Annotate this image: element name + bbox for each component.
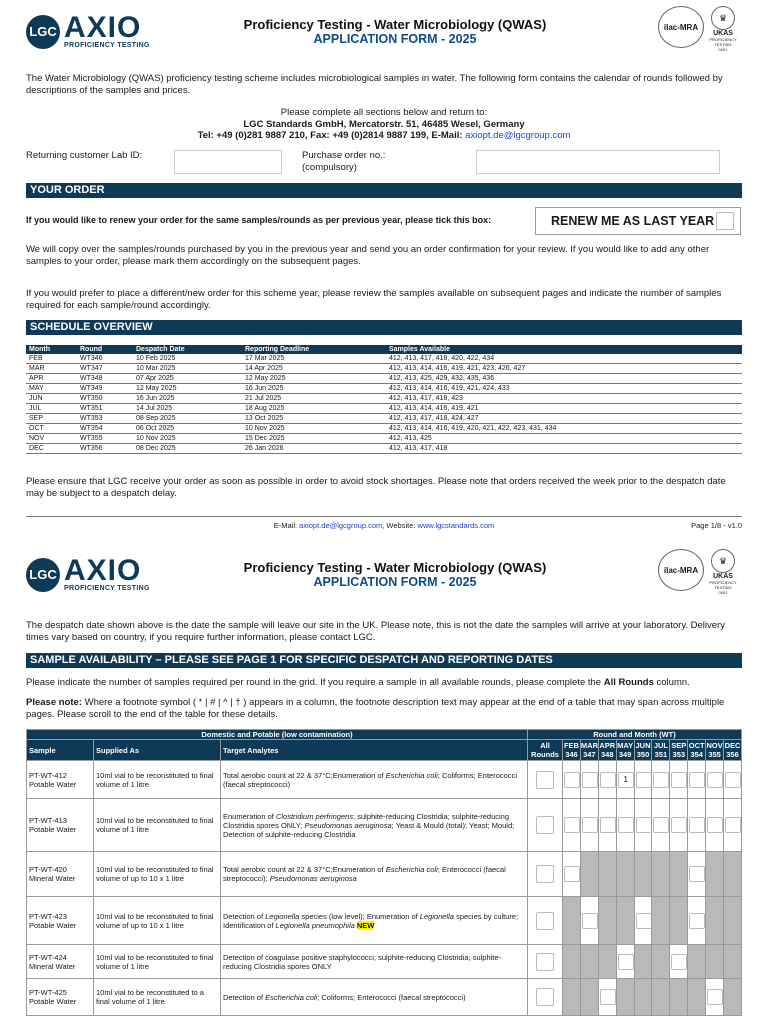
round-cell (598, 799, 616, 852)
round-cell (688, 852, 706, 897)
round-cell (580, 761, 598, 799)
round-cell (670, 979, 688, 1016)
round-cell (652, 945, 670, 979)
organism-name: Pseudomonas aeruginosa (304, 820, 392, 830)
round-cell (616, 852, 634, 897)
round-cell (688, 897, 706, 945)
lgc-logo-icon-2: LGC (26, 558, 60, 592)
round-cell (652, 852, 670, 897)
schedule-heading: SCHEDULE OVERVIEW (26, 320, 742, 335)
schedule-cell: 10 Feb 2025 (133, 354, 242, 364)
schedule-row (26, 364, 742, 374)
supplied-as: 10ml vial to be reconstituted to final volume of 1 litre (94, 761, 221, 799)
schedule-cell: 08 Dec 2025 (133, 444, 242, 454)
round-col-jun: JUN 350 (635, 741, 651, 759)
schedule-cell: 16 Jun 2025 (242, 384, 386, 394)
schedule-cell: 12 May 2025 (242, 374, 386, 384)
schedule-cell: 21 Jul 2025 (242, 394, 386, 404)
round-cell (634, 761, 652, 799)
round-col-mar: MAR 347 (580, 741, 598, 759)
all-rounds-cell (528, 852, 563, 897)
round-cell (616, 897, 634, 945)
axio-logo-2: LGC AXIO PROFICIENCY TESTING (26, 557, 150, 592)
round-col-may: MAY 349 (617, 741, 634, 759)
round-cell (670, 897, 688, 945)
schedule-cell: MAY (26, 384, 77, 394)
ilac-badge-icon: ilac-MRA (658, 6, 704, 48)
round-cell (563, 799, 581, 852)
analyte-text: ; Enterococci (faecal streptococci); (223, 865, 506, 883)
schedule-cell: WT354 (77, 424, 133, 434)
po-input[interactable] (476, 150, 720, 174)
all-rounds-input[interactable] (536, 771, 554, 789)
round-qty-input[interactable] (725, 772, 741, 788)
round-cell (598, 945, 616, 979)
renew-box[interactable] (535, 207, 741, 235)
analyte-text: Enumeration of (332, 770, 386, 780)
sample-code: PT-WT-420 Mineral Water (27, 852, 94, 897)
schedule-cell: 412, 413, 417, 418, 423 (386, 394, 742, 404)
organism-name: Escherichia coli (385, 865, 438, 874)
round-qty-input[interactable] (671, 817, 687, 833)
schedule-cell: 17 Mar 2025 (242, 354, 386, 364)
page2-intro: The despatch date shown above is the date the sample will leave our site in the UK. Please note, this is not the date the samples will arrive at your laboratory. Delivery times vary based on country, if you require further information, please contact LGC. (26, 620, 725, 643)
schedule-cell: WT346 (77, 354, 133, 364)
schedule-row (26, 394, 742, 404)
crown-icon-2: ♛ (711, 549, 735, 573)
schedule-row (26, 374, 742, 384)
round-cell (724, 852, 742, 897)
analyte-text: Total aerobic count at 22 & 37°C; (223, 770, 333, 780)
page-title-block-2: Proficiency Testing - Water Microbiology (QWAS) APPLICATION FORM - 2025 (243, 560, 547, 589)
round-qty-input[interactable]: 1 (618, 772, 634, 788)
page-subtitle: APPLICATION FORM - 2025 (313, 32, 477, 46)
schedule-cell: JUL (26, 404, 77, 414)
round-qty-input[interactable] (636, 913, 652, 929)
round-cell (706, 761, 724, 799)
schedule-cell: WT355 (77, 434, 133, 444)
schedule-cell: 08 Sep 2025 (133, 414, 242, 424)
round-cell (652, 761, 670, 799)
round-header: Round and Month (WT) (528, 730, 742, 740)
round-cell (724, 897, 742, 945)
footnote-note: Please note: Where a footnote symbol ( * | # | ^ | † ) appears in a column, the footnote description text may appear at the end of a table that may span across multiple pages. Please scroll to the end of the table for these details. (26, 697, 725, 720)
schedule-cell: 412, 413, 425, 429, 432, 435, 436 (386, 374, 742, 384)
footer-rule (26, 516, 742, 517)
round-cell (616, 799, 634, 852)
analyte-text: ; sulphite-reducing Clostridia; sulphite-reducing Clostridia spores ONLY; (223, 811, 509, 830)
schedule-row (26, 404, 742, 414)
round-cell (598, 852, 616, 897)
schedule-cell: 412, 413, 417, 418, 420, 422, 434 (386, 354, 742, 364)
schedule-cell: WT351 (77, 404, 133, 414)
schedule-cell: 412, 413, 414, 416, 419, 420, 421, 422, 423, 431, 434 (386, 424, 742, 434)
page-number: Page 1/8 - v1.0 (691, 521, 742, 530)
schedule-header-row: Month Round Despatch Date Reporting Deadline Samples Available (26, 345, 742, 354)
round-cell (580, 799, 598, 852)
round-cell (580, 945, 598, 979)
all-rounds-input[interactable] (536, 865, 554, 883)
organism-name: Escherichia coli (385, 770, 438, 780)
schedule-cell: 14 Apr 2025 (242, 364, 386, 374)
round-cell (706, 799, 724, 852)
round-cell (652, 799, 670, 852)
analyte-text: ; Coliforms; Enterococci (faecal streptococci) (317, 992, 466, 1002)
round-col-feb: FEB 346 (563, 741, 579, 759)
target-analytes (221, 945, 528, 979)
round-qty-input[interactable] (653, 817, 669, 833)
schedule-cell: JUN (26, 394, 77, 404)
availability-table (26, 729, 742, 1016)
col-all-rounds: All Rounds (528, 740, 563, 761)
round-cell (670, 852, 688, 897)
lab-id-input[interactable] (174, 150, 282, 174)
renew-text: If you would like to renew your order for the same samples/rounds as per previous year, please tick this box: (26, 215, 492, 225)
round-cell (634, 979, 652, 1016)
schedule-cell: FEB (26, 354, 77, 364)
supplied-as: 10ml vial to be reconstituted to a final volume of 1 litre (94, 979, 221, 1016)
round-col-jul: JUL 351 (653, 741, 668, 759)
round-qty-input[interactable] (582, 913, 598, 929)
schedule-cell: 10 Nov 2025 (242, 424, 386, 434)
organism-name: Legionella pneumophila (275, 920, 355, 930)
round-qty-input[interactable] (600, 772, 616, 788)
availability-heading: SAMPLE AVAILABILITY – PLEASE SEE PAGE 1 FOR SPECIFIC DESPATCH AND REPORTING DATES (26, 653, 742, 668)
analyte-text: Total aerobic count at 22 & 37°C; (223, 865, 333, 874)
schedule-cell: 07 Apr 2025 (133, 374, 242, 384)
footer-contact: E-Mail: axiopt.de@lgcgroup.com, Website: www.lgcstandards.com (273, 521, 495, 530)
schedule-cell: 412, 413, 425 (386, 434, 742, 444)
round-qty-input[interactable] (582, 817, 598, 833)
return-to-block: Please complete all sections below and return to: LGC Standards GmbH, Mercatorstr. 51, 46485 Wesel, Germany Tel: +49 (0)281 9887 210, Fax: +49 (0)2814 9887 199, E-Mail: axiopt.de@lgcgroup.com (197, 107, 571, 141)
round-cell (634, 945, 652, 979)
schedule-note: Please ensure that LGC receive your order as soon as possible in order to avoid stock shortages. Please note that orders received the week prior to the despatch date may be subject to a despatch delay. (26, 476, 726, 499)
round-cell (634, 897, 652, 945)
schedule-cell: 26 Jan 2026 (242, 444, 386, 454)
all-rounds-input[interactable] (536, 953, 554, 971)
schedule-cell: 16 Jun 2025 (133, 394, 242, 404)
schedule-row (26, 434, 742, 444)
group-header: Domestic and Potable (low contamination) (27, 730, 528, 740)
round-col-oct: OCT 354 (688, 741, 705, 759)
order-para-1: We will copy over the samples/rounds purchased by you in the previous year and send you an order confirmation for your review. If you would like to add any other samples to your order, please mark them accordingly on the subsequent pages. (26, 244, 710, 267)
round-cell (724, 979, 742, 1016)
lab-id-label: Returning customer Lab ID: (26, 150, 143, 161)
round-qty-input[interactable] (653, 772, 669, 788)
sample-row (27, 852, 742, 897)
sample-code: PT-WT-413 Potable Water (27, 799, 94, 852)
organism-name: Escherichia coli (265, 992, 318, 1002)
target-analytes (221, 761, 528, 799)
intro-text: The Water Microbiology (QWAS) proficiency testing scheme includes microbiological samples in water. The following form contains the calendar of rounds followed by descriptions of the samples and prices. (26, 73, 723, 96)
organism-name: Clostridium perfringens (275, 811, 354, 821)
round-cell (688, 979, 706, 1016)
round-cell (563, 945, 581, 979)
round-qty-input[interactable] (582, 772, 598, 788)
all-rounds-cell (528, 979, 563, 1016)
all-rounds-cell (528, 799, 563, 852)
round-qty-input[interactable] (707, 772, 723, 788)
round-cell (724, 945, 742, 979)
round-cell (563, 979, 581, 1016)
schedule-cell: 18 Aug 2025 (242, 404, 386, 414)
all-rounds-input[interactable] (536, 816, 554, 834)
round-cell (563, 897, 581, 945)
analyte-text: Enumeration of (332, 865, 386, 874)
round-qty-input[interactable] (564, 772, 580, 788)
schedule-cell: 14 Jul 2025 (133, 404, 242, 414)
analyte-text: Detection of coagulase positive staphylococci; sulphite-reducing Clostridia; sulphite-reducing Clostridia spores ONLY (223, 952, 502, 971)
col-sample: Sample (27, 740, 94, 761)
schedule-row (26, 414, 742, 424)
page-title: Proficiency Testing - Water Microbiology (QWAS) (243, 17, 547, 32)
schedule-row (26, 384, 742, 394)
round-qty-input[interactable] (689, 772, 705, 788)
footer-email-link[interactable]: axiopt.de@lgcgroup.com (299, 521, 383, 530)
round-qty-input[interactable] (725, 817, 741, 833)
organism-name: Pseudomonas aeruginosa (269, 874, 357, 883)
schedule-cell: 13 Oct 2025 (242, 414, 386, 424)
round-cell (598, 979, 616, 1016)
round-qty-input[interactable] (707, 817, 723, 833)
round-cell (616, 945, 634, 979)
accreditation-badges-2 (658, 549, 738, 595)
organism-name: Legionella (265, 911, 300, 921)
round-cell (634, 852, 652, 897)
schedule-cell: APR (26, 374, 77, 384)
round-qty-input[interactable] (564, 817, 580, 833)
schedule-cell: 412, 413, 417, 418 (386, 444, 742, 454)
schedule-cell: 412, 413, 417, 418, 424, 427 (386, 414, 742, 424)
axio-logo (26, 11, 150, 49)
sample-row (27, 761, 742, 799)
analyte-text: ; Yeast & Mould (total); Yeast; Mould; Detection of sulphite-reducing Clostridia (223, 820, 515, 839)
round-qty-input[interactable] (671, 954, 687, 970)
schedule-table (26, 345, 742, 454)
round-qty-input[interactable] (564, 866, 580, 882)
return-email-link[interactable]: axiopt.de@lgcgroup.com (465, 130, 571, 141)
round-qty-input[interactable] (600, 989, 616, 1005)
footer-website-link[interactable]: www.lgcstandards.com (417, 521, 495, 530)
schedule-cell: 12 May 2025 (133, 384, 242, 394)
schedule-cell: WT350 (77, 394, 133, 404)
round-qty-input[interactable] (671, 772, 687, 788)
schedule-cell: 10 Mar 2025 (133, 364, 242, 374)
supplied-as: 10ml vial to be reconstituted to final volume of up to 10 x 1 litre (94, 852, 221, 897)
round-cell (563, 852, 581, 897)
schedule-cell: WT353 (77, 414, 133, 424)
target-analytes (221, 897, 528, 945)
supplied-as: 10ml vial to be reconstituted to final volume of 1 litre (94, 945, 221, 979)
ilac-badge-icon-2: ilac-MRA (658, 549, 704, 591)
page-title-block (200, 17, 590, 46)
round-col-apr: APR 348 (599, 741, 616, 759)
sample-row (27, 799, 742, 852)
ukas-badge: ♛ UKAS PROFICIENCY TESTING 0001 (708, 6, 738, 52)
round-cell (706, 852, 724, 897)
schedule-cell: 412, 413, 414, 416, 419, 421, 423, 426, 427 (386, 364, 742, 374)
round-col-nov: NOV 355 (706, 741, 723, 759)
round-qty-input[interactable] (689, 817, 705, 833)
sample-code: PT-WT-425 Potable Water (27, 979, 94, 1016)
sample-code: PT-WT-423 Potable Water (27, 897, 94, 945)
logo-sub-text: PROFICIENCY TESTING (64, 42, 150, 49)
lgc-logo-icon: LGC (26, 15, 60, 49)
schedule-cell: SEP (26, 414, 77, 424)
round-cell (706, 897, 724, 945)
all-rounds-cell (528, 945, 563, 979)
round-cell (652, 897, 670, 945)
round-qty-input[interactable] (600, 817, 616, 833)
renew-label: RENEW ME AS LAST YEAR (551, 214, 715, 228)
all-rounds-input[interactable] (536, 988, 554, 1006)
round-cell (616, 979, 634, 1016)
target-analytes (221, 852, 528, 897)
schedule-cell: MAR (26, 364, 77, 374)
sample-code: PT-WT-412 Potable Water (27, 761, 94, 799)
ukas-badge-2: ♛ UKAS PROFICIENCY TESTING 0001 (708, 549, 738, 595)
sample-code: PT-WT-424 Mineral Water (27, 945, 94, 979)
sample-row (27, 945, 742, 979)
sample-row (27, 979, 742, 1016)
round-cell (634, 799, 652, 852)
round-qty-input[interactable] (636, 817, 652, 833)
schedule-row (26, 354, 742, 364)
logo-axio-text: AXIO (64, 11, 142, 44)
accreditation-badges (658, 6, 738, 52)
col-target: Target Analytes (221, 740, 528, 761)
schedule-row (26, 444, 742, 454)
round-qty-input[interactable] (636, 772, 652, 788)
all-rounds-cell (528, 761, 563, 799)
schedule-cell: 412, 413, 414, 416, 419, 421 (386, 404, 742, 414)
round-cell (580, 979, 598, 1016)
schedule-row (26, 424, 742, 434)
schedule-cell: DEC (26, 444, 77, 454)
schedule-cell: WT348 (77, 374, 133, 384)
round-cell (598, 761, 616, 799)
round-cell (724, 799, 742, 852)
analyte-text: Detection of (223, 911, 266, 921)
round-cell (563, 761, 581, 799)
round-cell (670, 945, 688, 979)
round-cell (688, 945, 706, 979)
crown-icon: ♛ (711, 6, 735, 30)
round-cell (724, 761, 742, 799)
round-cell (652, 979, 670, 1016)
your-order-heading: YOUR ORDER (26, 183, 742, 198)
round-cell (670, 761, 688, 799)
schedule-cell: NOV (26, 434, 77, 444)
round-col-sep: SEP 353 (671, 741, 687, 759)
col-supplied: Supplied As (94, 740, 221, 761)
round-cell (580, 897, 598, 945)
round-cell (616, 761, 634, 799)
schedule-cell: 06 Oct 2025 (133, 424, 242, 434)
round-col-dec: DEC 356 (724, 741, 741, 759)
round-cell (688, 761, 706, 799)
round-qty-input[interactable] (689, 913, 705, 929)
analyte-text: Enumeration of (223, 811, 276, 821)
round-cell (706, 979, 724, 1016)
new-badge: NEW (356, 920, 375, 930)
schedule-cell: 15 Dec 2025 (242, 434, 386, 444)
schedule-cell: 10 Nov 2025 (133, 434, 242, 444)
supplied-as: 10ml vial to be reconstituted to final volume of up to 10 x 1 litre (94, 897, 221, 945)
round-cell (580, 852, 598, 897)
all-rounds-input[interactable] (536, 912, 554, 930)
round-cell (688, 799, 706, 852)
availability-instructions: Please indicate the number of samples required per round in the grid. If you require a sample in all available rounds, please complete the All Rounds column. (26, 677, 690, 688)
schedule-cell: WT349 (77, 384, 133, 394)
round-cell (706, 945, 724, 979)
organism-name: Legionella (419, 911, 454, 921)
sample-row (27, 897, 742, 945)
all-rounds-cell (528, 897, 563, 945)
analyte-text: species by culture; Identification of (223, 911, 519, 930)
round-qty-input[interactable] (618, 954, 634, 970)
target-analytes (221, 799, 528, 852)
order-para-2: If you would prefer to place a different/new order for this scheme year, please review the samples available on subsequent pages and indicate the number of samples required for each sample/round accordingly. (26, 288, 722, 311)
renew-checkbox[interactable] (716, 212, 734, 230)
analyte-text: Detection of (223, 992, 266, 1002)
round-cell (670, 799, 688, 852)
round-qty-input[interactable] (707, 989, 723, 1005)
schedule-cell: 412, 413, 414, 416, 419, 421, 424, 433 (386, 384, 742, 394)
analyte-text: species (low level); Enumeration of (299, 911, 420, 921)
supplied-as: 10ml vial to be reconstituted to final volume of 1 litre (94, 799, 221, 852)
schedule-cell: WT356 (77, 444, 133, 454)
round-qty-input[interactable] (618, 817, 634, 833)
round-cell (598, 897, 616, 945)
schedule-cell: WT347 (77, 364, 133, 374)
analyte-text: ; Coliforms; Enterococci (faecal streptococci) (223, 770, 517, 789)
round-qty-input[interactable] (689, 866, 705, 882)
target-analytes (221, 979, 528, 1016)
schedule-cell: OCT (26, 424, 77, 434)
po-label: Purchase order no.: (compulsory) (302, 150, 386, 173)
